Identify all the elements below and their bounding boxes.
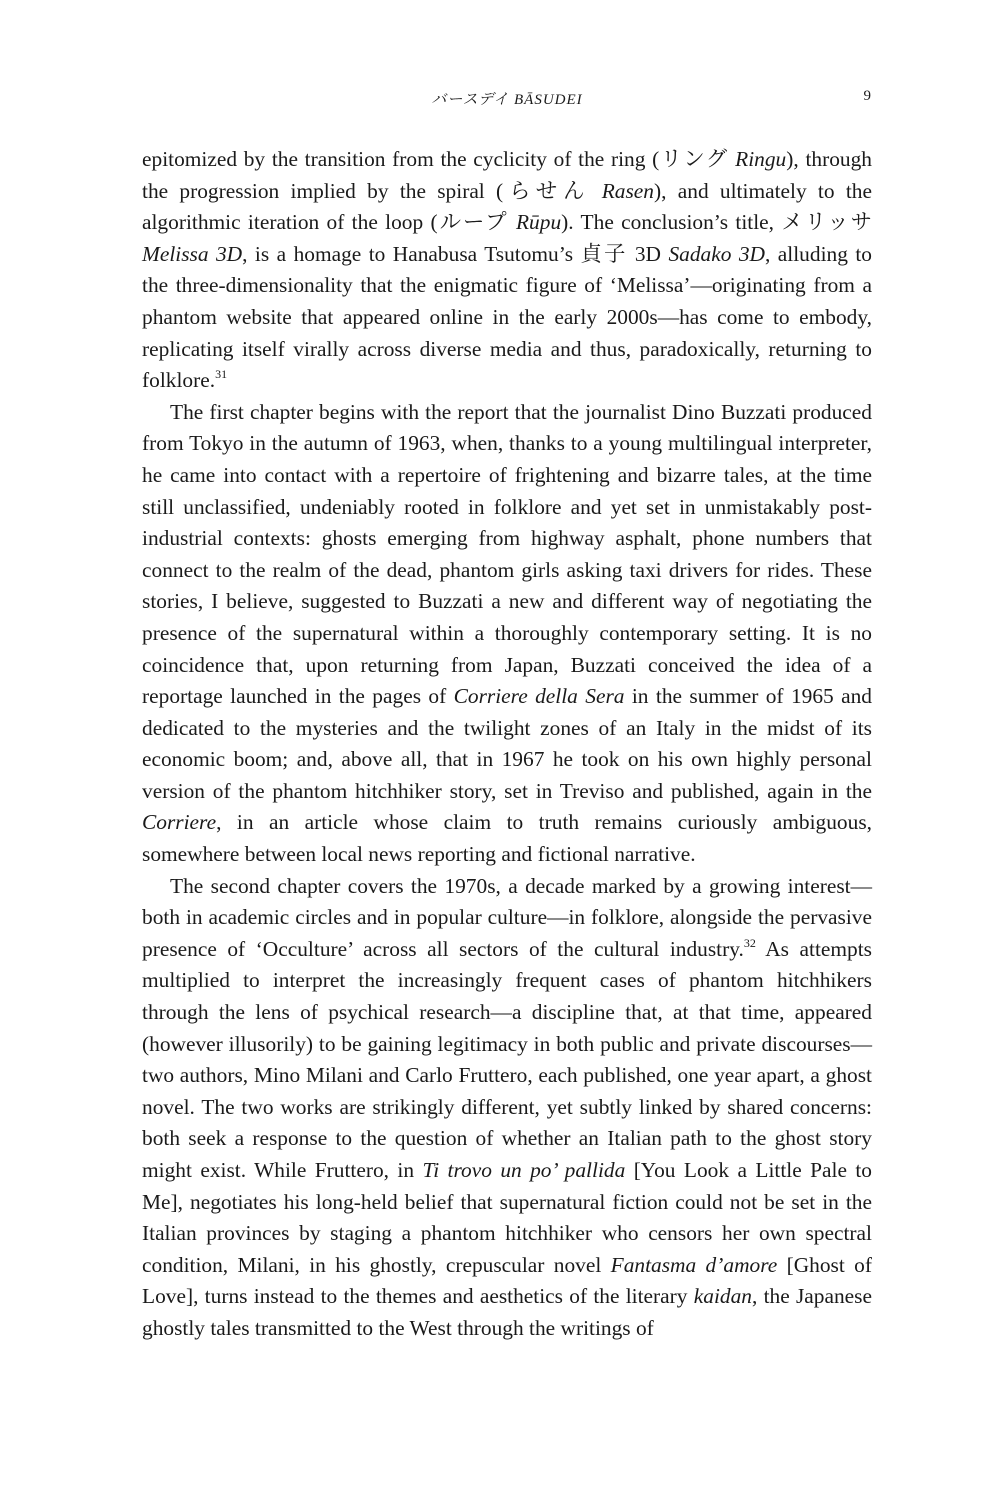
italic-text: Corriere della Sera — [453, 684, 625, 709]
text-run: The first chapter begins with the report that the journalist Dino Buzzati produced from Tokyo in the autumn of 1963, when, thanks to a young multilingual interpreter, he came into contact with a repertoire of frightening and bizarre tales, at the time still unclassified, undeniably rooted in folklore and yet set in unmistakably post-industrial contexts: ghosts emerging from highway asphalt, phone numbers that connect to the realm of the dead, phantom girls asking taxi drivers for rides. These stories, I believe, suggested to Buzzati a new and different way of negotiating the presence of the supernatural within a thoroughly contemporary setting. It is no coincidence that, upon returning from Japan, Buzzati conceived the idea of a reportage launched in the pages of — [142, 399, 872, 709]
text-run: [You Look a Little Pale to Me], negotiates his long-held belief that supernatural fiction could not be set in the Italian provinces by staging a phantom hitchhiker who censors her own spectral condition, Milani, in his ghostly, crepuscular novel — [142, 1158, 872, 1277]
text-run: , in an article whose claim to truth remains curiously ambiguous, somewhere between local news reporting and fictional narrative. — [142, 810, 872, 867]
text-run: ), through the progression implied by the spiral (らせん — [142, 147, 872, 203]
footnote-ref: 32 — [743, 935, 756, 950]
italic-text: Ti trovo un po’ pallida — [422, 1158, 626, 1182]
italic-text: Fantasma d’amore — [610, 1252, 778, 1277]
italic-text: Corriere — [142, 810, 217, 835]
italic-text: Rasen — [601, 178, 654, 203]
text-run: The second chapter covers the 1970s, a decade marked by a growing interest—both in academic circles and in popular culture—in folklore, alongside the pervasive presence of ‘Occulture’ across all sectors of the cultural industry. — [142, 873, 872, 961]
italic-text: kaidan — [693, 1284, 752, 1309]
text-run: in the summer of 1965 and dedicated to the mysteries and the twilight zones of an Italy in the midst of its economic boom; and, above all, that in 1967 he took on his own highly personal version of the phantom hitchhiker story, set in Treviso and published, again in the — [142, 684, 872, 803]
text-run: , is a homage to Hanabusa Tsutomu’s 貞子 3D — [242, 241, 669, 266]
book-page — [142, 0, 872, 1500]
paragraph — [142, 144, 872, 397]
text-run: , the Japanese ghostly tales transmitted to the West through the writings of — [142, 1284, 872, 1340]
text-run: ), and ultimately to the algorithmic iteration of the loop (ループ — [142, 178, 872, 235]
text-run: [Ghost of Love], turns instead to the themes and aesthetics of the literary — [142, 1252, 872, 1309]
paragraph — [142, 397, 872, 871]
text-run: ). The conclusion’s title, メリッサ — [561, 210, 872, 235]
page-number: 9 — [863, 88, 872, 104]
body-text — [142, 144, 872, 1345]
running-title: バースデイ BĀSUDEI — [431, 92, 583, 108]
italic-text: Sadako 3D — [668, 241, 766, 266]
text-run: As attempts multiplied to interpret the increasingly frequent cases of phantom hitchhikers through the lens of psychical research—a discipline that, at that time, appeared (however illusorily) to be gaining legitimacy in both public and private discourses—two authors, Mino Milani and Carlo Fruttero, each published, one year apart, a ghost novel. The two works are strikingly different, yet subtly linked by shared concerns: both seek a response to the question of whether an Italian path to the ghost story might exist. While Fruttero, in — [142, 936, 872, 1182]
running-head — [142, 88, 872, 112]
text-run: , alluding to the three-dimensionality that the enigmatic figure of ‘Melissa’—originating from a phantom website that appeared online in the early 2000s—has come to embody, replicating itself virally across diverse media and thus, paradoxically, returning to folklore. — [142, 241, 872, 393]
footnote-ref: 31 — [215, 367, 228, 382]
italic-text: Rūpu — [515, 210, 562, 235]
italic-text: Melissa 3D — [142, 241, 243, 266]
italic-text: Ringu — [735, 147, 787, 171]
paragraph — [142, 871, 872, 1345]
text-run: epitomized by the transition from the cyclicity of the ring (リング — [142, 147, 736, 171]
